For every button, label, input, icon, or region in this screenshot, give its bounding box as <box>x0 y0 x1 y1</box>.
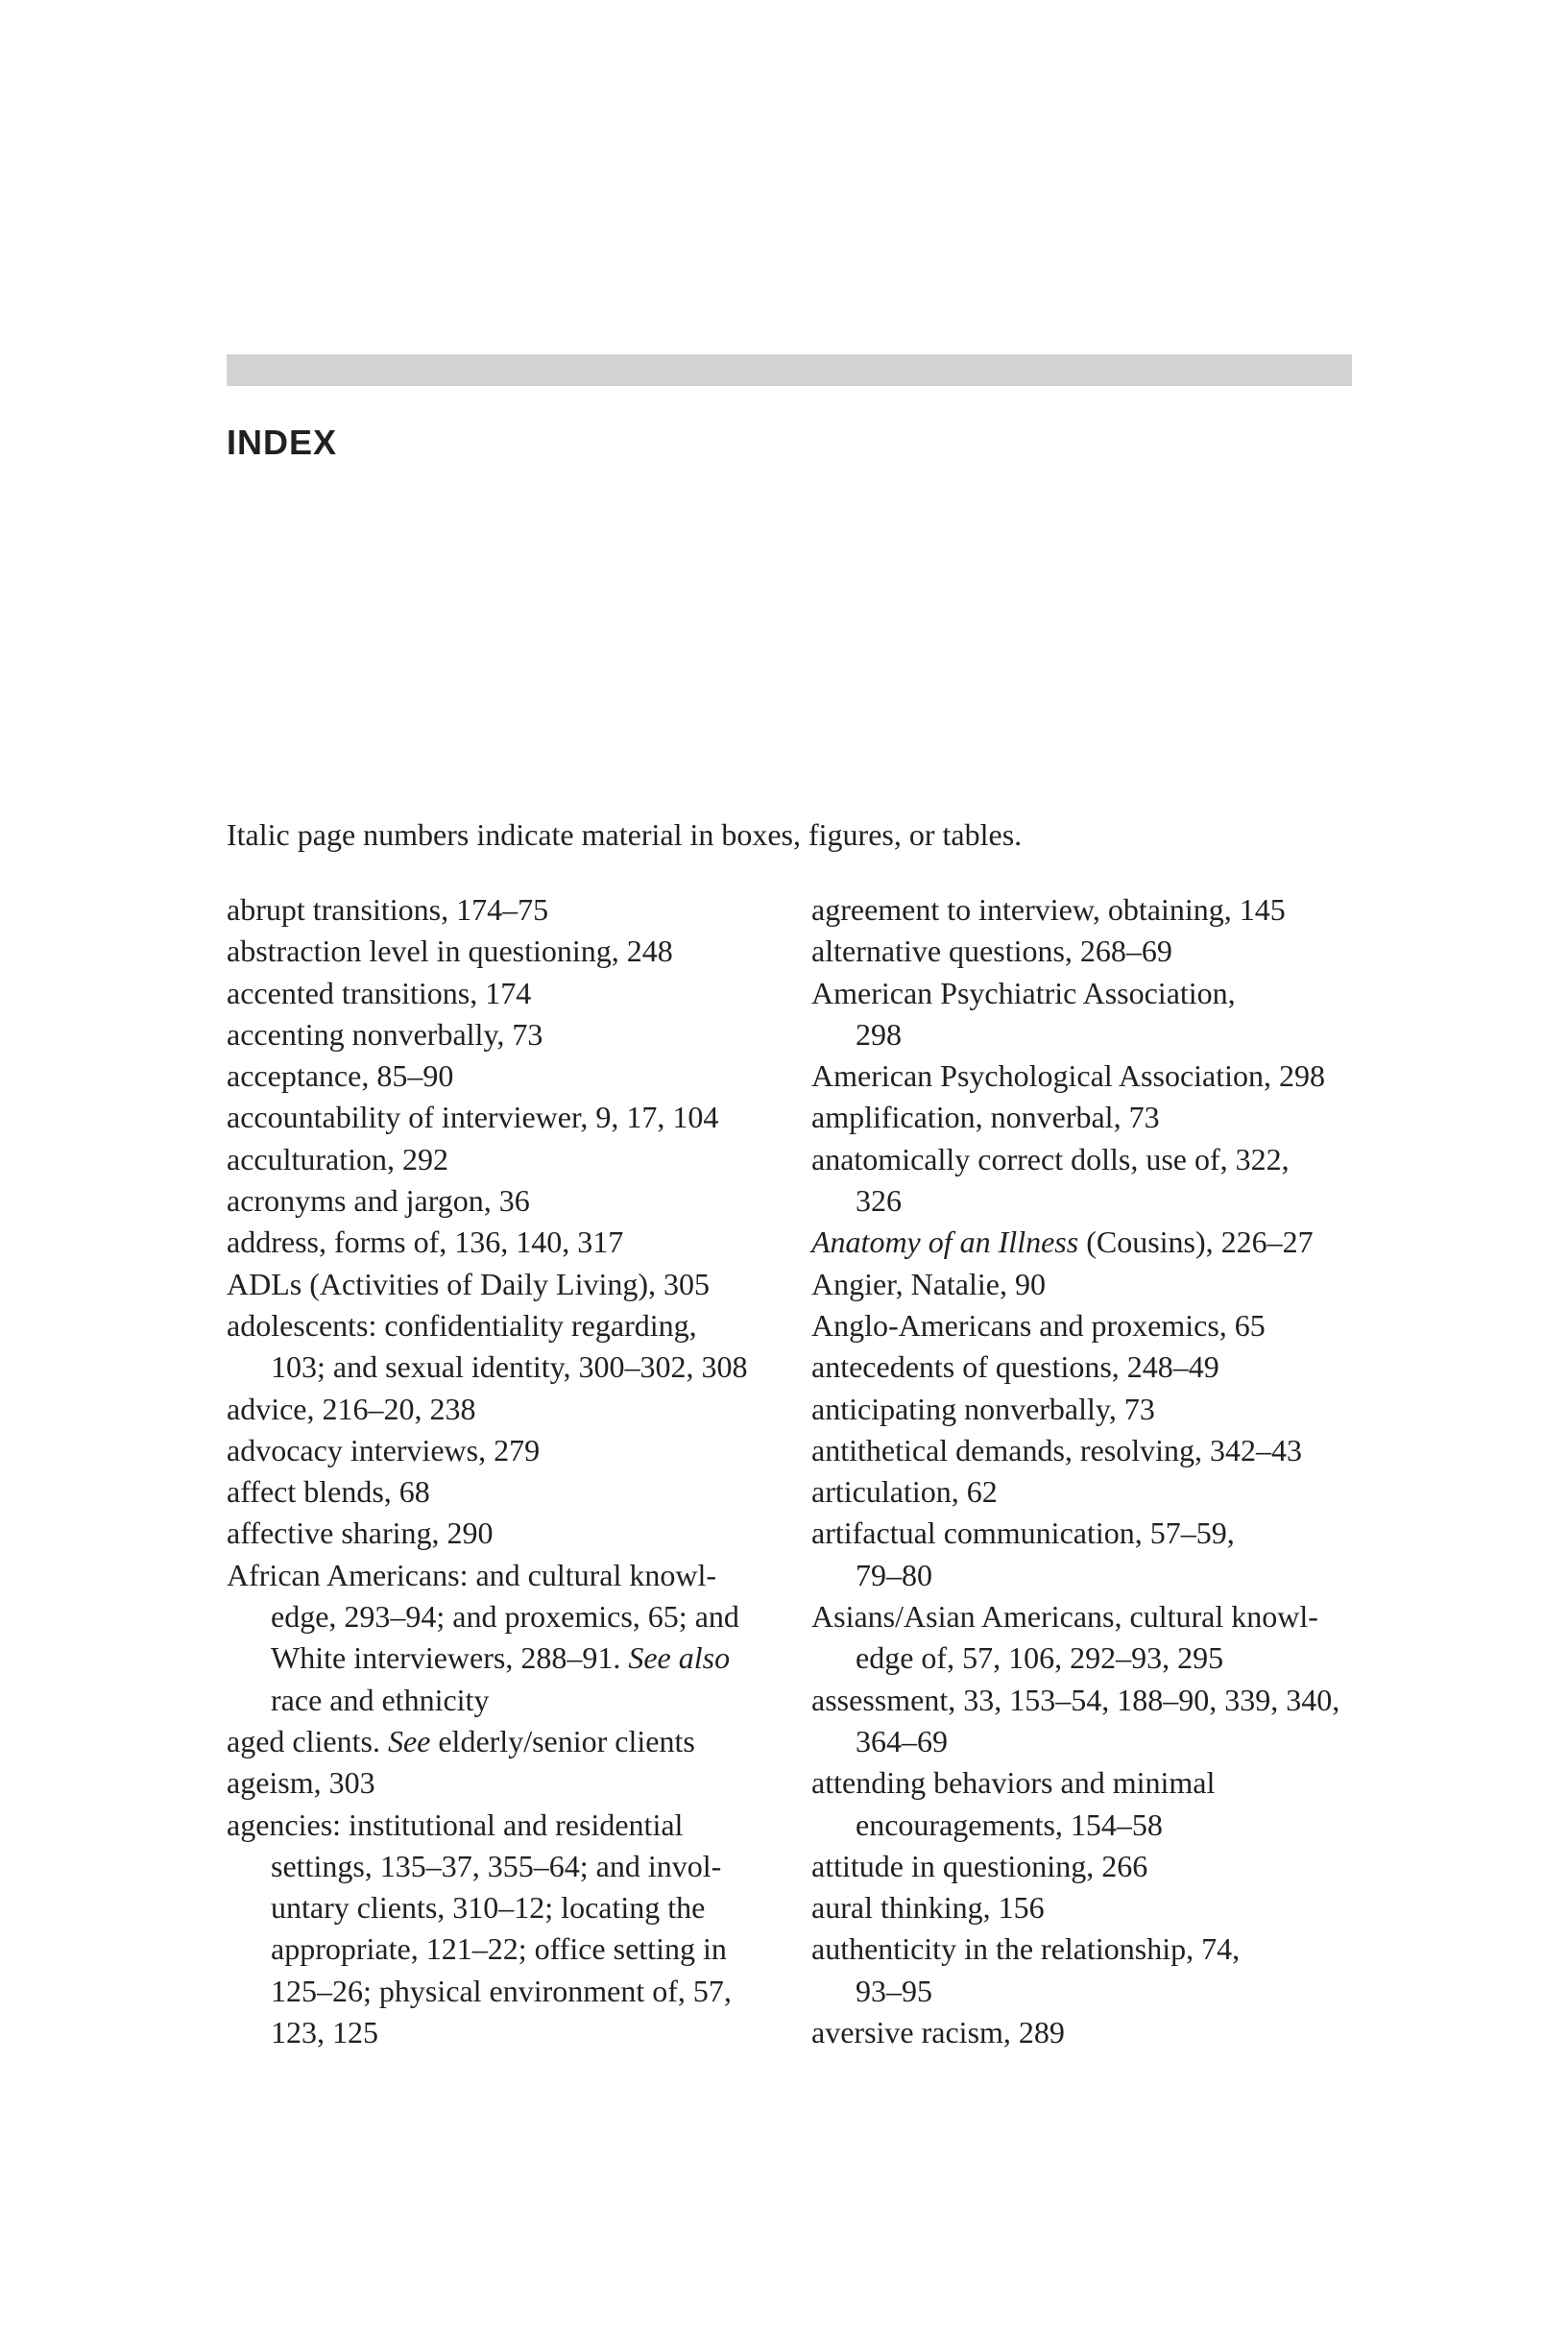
index-entry <box>811 1471 1368 1513</box>
index-entry <box>227 1555 774 1721</box>
index-entry <box>811 2012 1368 2053</box>
index-entry <box>227 1430 774 1471</box>
index-entry-line: 93–95 <box>856 1973 932 2008</box>
index-entry <box>811 931 1368 972</box>
index-entry-line: ageism, 303 <box>227 1765 375 1801</box>
index-entry <box>811 1430 1368 1471</box>
index-entry-line: aged clients. See elderly/senior clients <box>227 1723 695 1758</box>
index-entry-line: authenticity in the relationship, 74, <box>811 1931 1241 1967</box>
index-entry-line: Angier, Natalie, 90 <box>811 1266 1046 1301</box>
index-entry <box>811 1389 1368 1430</box>
index-entry <box>227 1389 774 1430</box>
index-entry-line: appropriate, 121–22; office setting in <box>271 1931 727 1967</box>
index-entry-line: Anatomy of an Illness (Cousins), 226–27 <box>811 1224 1314 1260</box>
index-entry-line: agencies: institutional and residential <box>227 1806 684 1842</box>
index-entry-line: anatomically correct dolls, use of, 322, <box>811 1141 1290 1176</box>
index-entry-line: artifactual communication, 57–59, <box>811 1515 1235 1551</box>
index-entry-line: 123, 125 <box>271 2015 378 2050</box>
header-bar <box>227 354 1352 386</box>
index-entry-line: untary clients, 310–12; locating the <box>271 1890 706 1926</box>
index-entry <box>227 1097 774 1138</box>
index-entry-line: adolescents: confidentiality regarding, <box>227 1307 697 1343</box>
index-entry <box>227 1014 774 1055</box>
index-entry-line: affective sharing, 290 <box>227 1515 494 1551</box>
index-entry <box>227 1762 774 1804</box>
index-entry <box>811 1680 1368 1763</box>
index-entry-line: accountability of interviewer, 9, 17, 104 <box>227 1100 719 1135</box>
index-entry-line: alternative questions, 268–69 <box>811 934 1172 969</box>
index-entry-line: acculturation, 292 <box>227 1141 449 1176</box>
italic-text: See also <box>628 1640 731 1676</box>
index-entry-line: assessment, 33, 153–54, 188–90, 339, 340, <box>811 1682 1340 1717</box>
index-entry-line: American Psychiatric Association, <box>811 975 1236 1010</box>
index-entry-line: affect blends, 68 <box>227 1474 430 1510</box>
index-entry-line: acronyms and jargon, 36 <box>227 1183 530 1219</box>
index-entry-line: settings, 135–37, 355–64; and invol- <box>271 1848 722 1883</box>
index-entry <box>811 1139 1368 1223</box>
index-entry <box>227 1139 774 1180</box>
index-entry-line: articulation, 62 <box>811 1474 998 1510</box>
index-entry-line: aural thinking, 156 <box>811 1890 1045 1926</box>
index-entry-line: edge of, 57, 106, 292–93, 295 <box>856 1640 1224 1676</box>
index-entry-line: 298 <box>856 1016 902 1052</box>
index-entry-line: amplification, nonverbal, 73 <box>811 1100 1160 1135</box>
index-entry <box>227 973 774 1014</box>
index-entry <box>227 931 774 972</box>
index-entry <box>811 1097 1368 1138</box>
index-entry-line: American Psychological Association, 298 <box>811 1058 1326 1094</box>
index-entry-line: ADLs (Activities of Daily Living), 305 <box>227 1266 711 1301</box>
index-entry <box>227 1222 774 1263</box>
index-entry-line: attitude in questioning, 266 <box>811 1848 1148 1883</box>
italic-text: Anatomy of an Illness <box>811 1224 1079 1260</box>
index-entry-line: African Americans: and cultural knowl- <box>227 1557 717 1592</box>
index-entry-line: accented transitions, 174 <box>227 975 532 1010</box>
index-entry-line: encouragements, 154–58 <box>856 1806 1163 1842</box>
index-entry-line: edge, 293–94; and proxemics, 65; and <box>271 1599 739 1635</box>
index-entry <box>811 1055 1368 1097</box>
index-entry <box>227 1721 774 1762</box>
index-entry-line: 326 <box>856 1183 902 1219</box>
index-entry-line: antithetical demands, resolving, 342–43 <box>811 1432 1302 1467</box>
index-entry <box>811 1762 1368 1846</box>
index-entry-line: advocacy interviews, 279 <box>227 1432 541 1467</box>
index-entry <box>227 889 774 931</box>
index-entry-line: address, forms of, 136, 140, 317 <box>227 1224 624 1260</box>
index-entry-line: race and ethnicity <box>271 1682 490 1717</box>
index-entry <box>811 1513 1368 1596</box>
index-entry-line: aversive racism, 289 <box>811 2015 1065 2050</box>
index-entry-line: Anglo-Americans and proxemics, 65 <box>811 1307 1266 1343</box>
index-entry-line: Asians/Asian Americans, cultural knowl- <box>811 1599 1318 1635</box>
index-entry <box>811 1346 1368 1388</box>
page-title: INDEX <box>227 423 338 462</box>
index-column-right <box>811 889 1368 2053</box>
index-entry-line: abstraction level in questioning, 248 <box>227 934 673 969</box>
index-entry-line: advice, 216–20, 238 <box>227 1391 476 1426</box>
index-entry <box>811 1264 1368 1305</box>
index-entry-line: abrupt transitions, 174–75 <box>227 892 549 927</box>
index-entry <box>811 1887 1368 1928</box>
index-entry <box>811 1596 1368 1680</box>
index-entry <box>811 1928 1368 2012</box>
index-entry-line: 125–26; physical environment of, 57, <box>271 1973 732 2008</box>
index-entry-line: 364–69 <box>856 1723 948 1758</box>
index-entry-line: anticipating nonverbally, 73 <box>811 1391 1155 1426</box>
index-entry <box>227 1264 774 1305</box>
index-entry-line: accenting nonverbally, 73 <box>227 1016 543 1052</box>
italic-text: See <box>387 1723 431 1758</box>
index-entry <box>227 1513 774 1554</box>
index-entry-line: acceptance, 85–90 <box>227 1058 454 1094</box>
index-column-left <box>227 889 774 2053</box>
index-entry <box>811 1846 1368 1887</box>
index-entry-line: 79–80 <box>856 1557 932 1592</box>
index-entry-line: agreement to interview, obtaining, 145 <box>811 892 1286 927</box>
italic-note: Italic page numbers indicate material in boxes, figures, or tables. <box>227 817 1023 852</box>
index-entry-line: attending behaviors and minimal <box>811 1765 1216 1801</box>
index-entry <box>227 1305 774 1389</box>
index-entry <box>227 1805 774 2054</box>
index-entry <box>811 1305 1368 1346</box>
index-entry <box>811 1222 1368 1263</box>
index-entry-line: 103; and sexual identity, 300–302, 308 <box>271 1349 748 1385</box>
index-entry-line: White interviewers, 288–91. See also <box>271 1640 731 1676</box>
index-entry <box>811 973 1368 1056</box>
index-entry <box>811 889 1368 931</box>
index-entry-line: antecedents of questions, 248–49 <box>811 1349 1219 1385</box>
index-entry <box>227 1180 774 1222</box>
index-entry <box>227 1055 774 1097</box>
index-entry <box>227 1471 774 1513</box>
